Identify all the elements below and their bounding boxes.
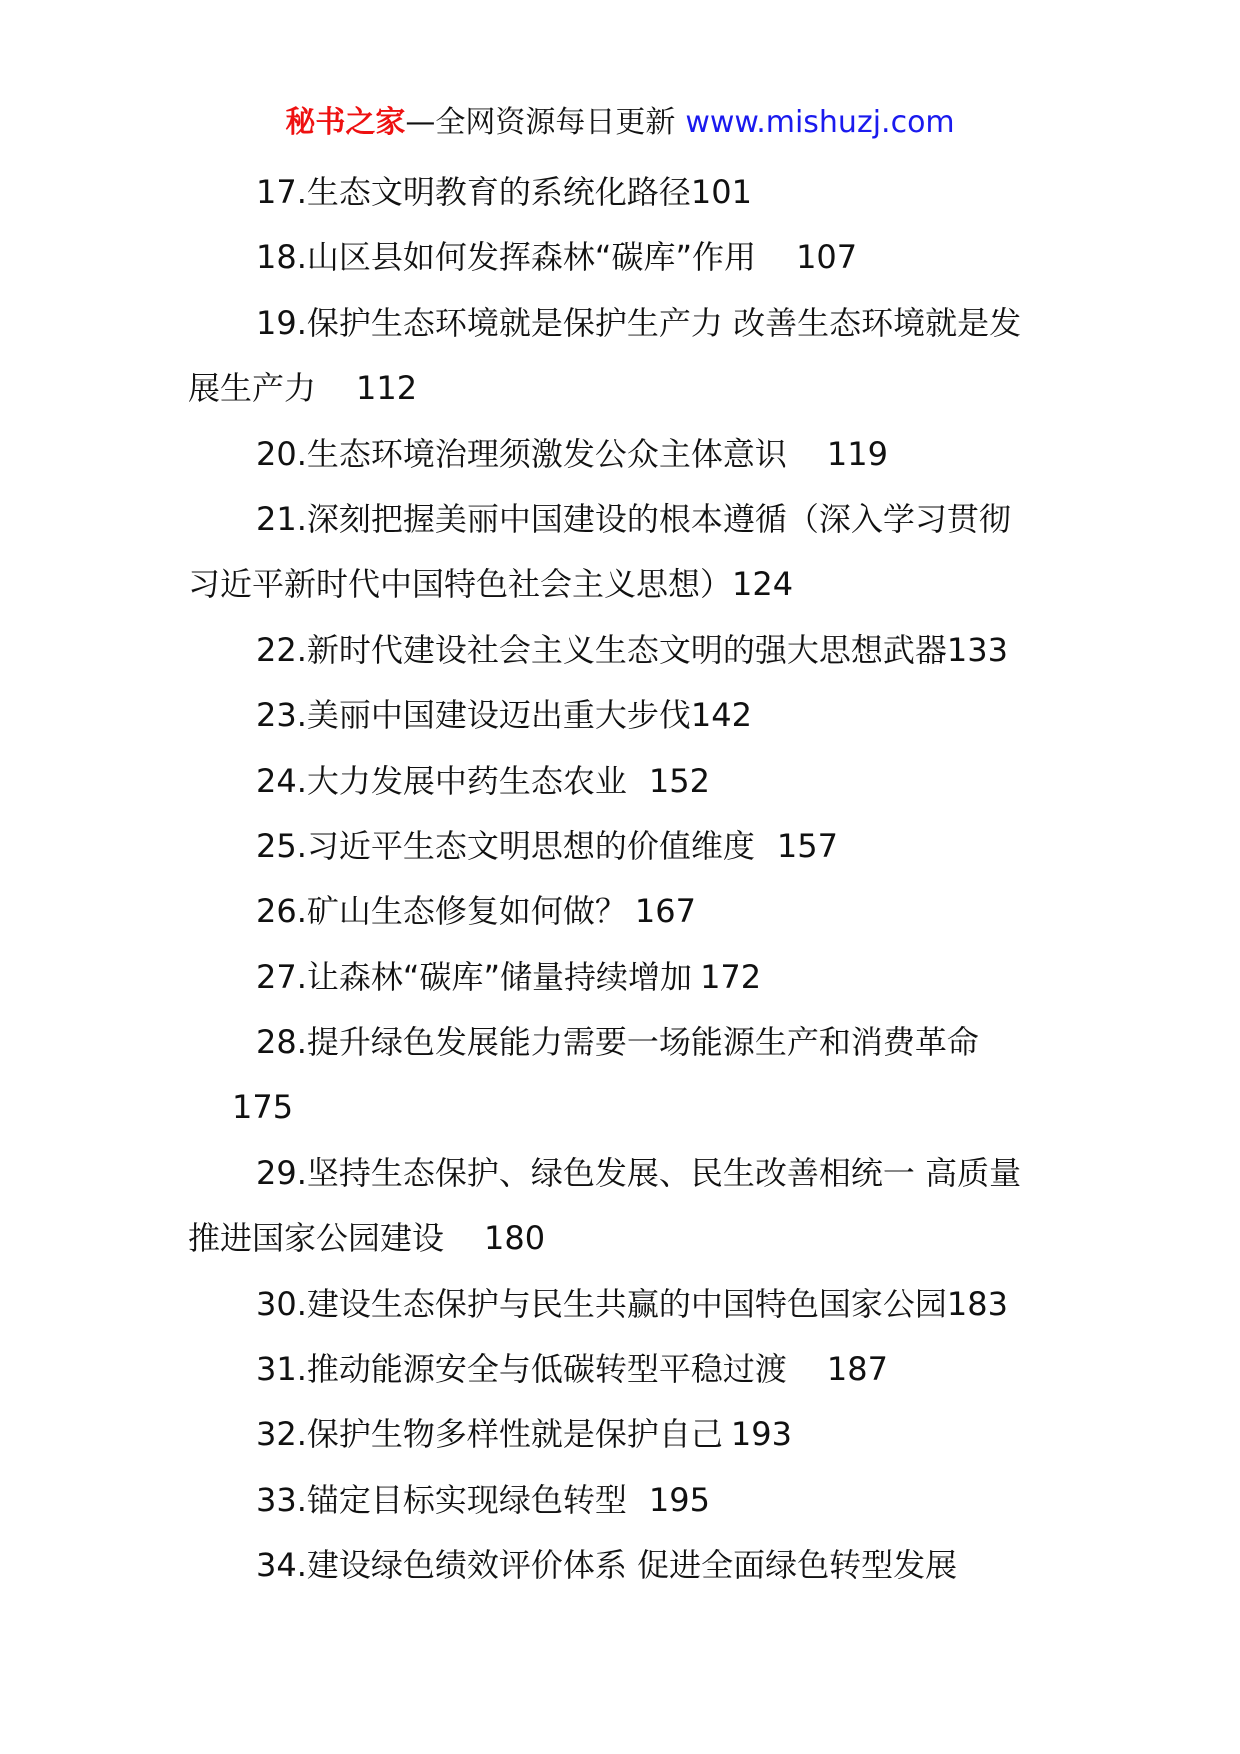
site-header [0, 98, 1240, 148]
toc-entry-page: 167 [634, 892, 696, 931]
toc-entry-title: 30.建设生态保护与民生共赢的中国特色国家公园 [256, 1284, 947, 1323]
toc-entry-22[interactable] [188, 618, 1068, 683]
toc-entry-title: 22.新时代建设社会主义生态文明的强大思想武器 [256, 630, 947, 669]
toc-entry-title: 34.建设绿色绩效评价体系 促进全面绿色转型发展 [256, 1546, 958, 1585]
toc-entry-title: 25.习近平生态文明思想的价值维度 [256, 826, 755, 865]
toc-entry-title: 28.提升绿色发展能力需要一场能源生产和消费革命 [256, 1023, 979, 1062]
toc-entry-title: 20.生态环境治理须激发公众主体意识 [256, 434, 787, 473]
toc-entry-title: 32.保护生物多样性就是保护自己 [256, 1415, 723, 1454]
toc-entry-page: 187 [826, 1350, 888, 1389]
toc-entry-title-line1: 21.深刻把握美丽中国建设的根本遵循（深入学习贯彻 [256, 499, 1011, 538]
toc-entry-26[interactable] [188, 879, 1068, 944]
toc-entry-title: 31.推动能源安全与低碳转型平稳过渡 [256, 1350, 787, 1389]
toc-entry-page: 124 [732, 565, 794, 604]
toc-entry-title-line2: 展生产力 [188, 369, 317, 408]
toc-entry-page: 157 [776, 826, 838, 865]
toc-entry-21[interactable] [188, 487, 1068, 552]
toc-entry-title: 27.让森林“碳库”储量持续增加 [256, 957, 693, 996]
toc-entry-33[interactable] [188, 1468, 1068, 1533]
toc-entry-25[interactable] [188, 814, 1068, 879]
toc-entry-29[interactable] [188, 1141, 1068, 1206]
toc-entry-title-line2: 习近平新时代中国特色社会主义思想） [188, 565, 733, 604]
toc-entry-32[interactable] [188, 1402, 1068, 1467]
site-brand: 秘书之家 [285, 105, 406, 140]
toc-entry-page: 180 [484, 1219, 546, 1258]
toc-entry-page: 142 [690, 696, 752, 735]
toc-entry-20[interactable] [188, 422, 1068, 487]
toc-entry-19-continued[interactable] [188, 356, 1068, 421]
toc-entry-page: 193 [730, 1415, 792, 1454]
toc-entry-page: 133 [946, 630, 1008, 669]
toc-entry-title: 17.生态文明教育的系统化路径 [256, 173, 691, 211]
toc-entry-title-line1: 19.保护生态环境就是保护生产力 改善生态环境就是发 [256, 303, 1022, 342]
toc-entry-34[interactable] [188, 1533, 1068, 1598]
toc-entry-17[interactable] [188, 160, 1068, 225]
toc-entry-title: 18.山区县如何发挥森林“碳库”作用 [256, 238, 757, 277]
toc-entry-30[interactable] [188, 1272, 1068, 1337]
toc-entry-page: 101 [690, 173, 752, 211]
toc-entry-27[interactable] [188, 945, 1068, 1010]
toc-entry-page: 175 [232, 1088, 294, 1127]
site-url-link[interactable]: www.mishuzj.com [685, 105, 955, 140]
table-of-contents [188, 160, 1068, 1599]
toc-entry-title: 24.大力发展中药生态农业 [256, 761, 627, 800]
toc-entry-21-continued[interactable] [188, 552, 1068, 617]
toc-entry-title-line2: 推进国家公园建设 [188, 1219, 445, 1258]
toc-entry-title: 26.矿山生态修复如何做？ [256, 892, 627, 931]
toc-entry-24[interactable] [188, 749, 1068, 814]
toc-entry-page: 119 [826, 434, 888, 473]
toc-entry-28[interactable] [188, 1010, 1068, 1075]
toc-entry-page: 112 [356, 369, 418, 408]
toc-entry-18[interactable] [188, 225, 1068, 290]
toc-entry-title: 33.锚定目标实现绿色转型 [256, 1480, 627, 1519]
toc-entry-29-continued[interactable] [188, 1206, 1068, 1271]
toc-entry-31[interactable] [188, 1337, 1068, 1402]
toc-entry-title-line1: 29.坚持生态保护、绿色发展、民生改善相统一 高质量 [256, 1153, 1022, 1192]
toc-entry-page: 195 [648, 1480, 710, 1519]
toc-entry-page: 152 [648, 761, 710, 800]
site-tagline: —全网资源每日更新 [405, 105, 676, 140]
toc-entry-28-continued[interactable] [188, 1075, 1068, 1140]
toc-entry-23[interactable] [188, 683, 1068, 748]
toc-entry-page: 183 [946, 1284, 1008, 1323]
toc-entry-title: 23.美丽中国建设迈出重大步伐 [256, 696, 691, 735]
toc-entry-page: 172 [700, 957, 762, 996]
toc-entry-page: 107 [796, 238, 858, 277]
toc-entry-19[interactable] [188, 291, 1068, 356]
